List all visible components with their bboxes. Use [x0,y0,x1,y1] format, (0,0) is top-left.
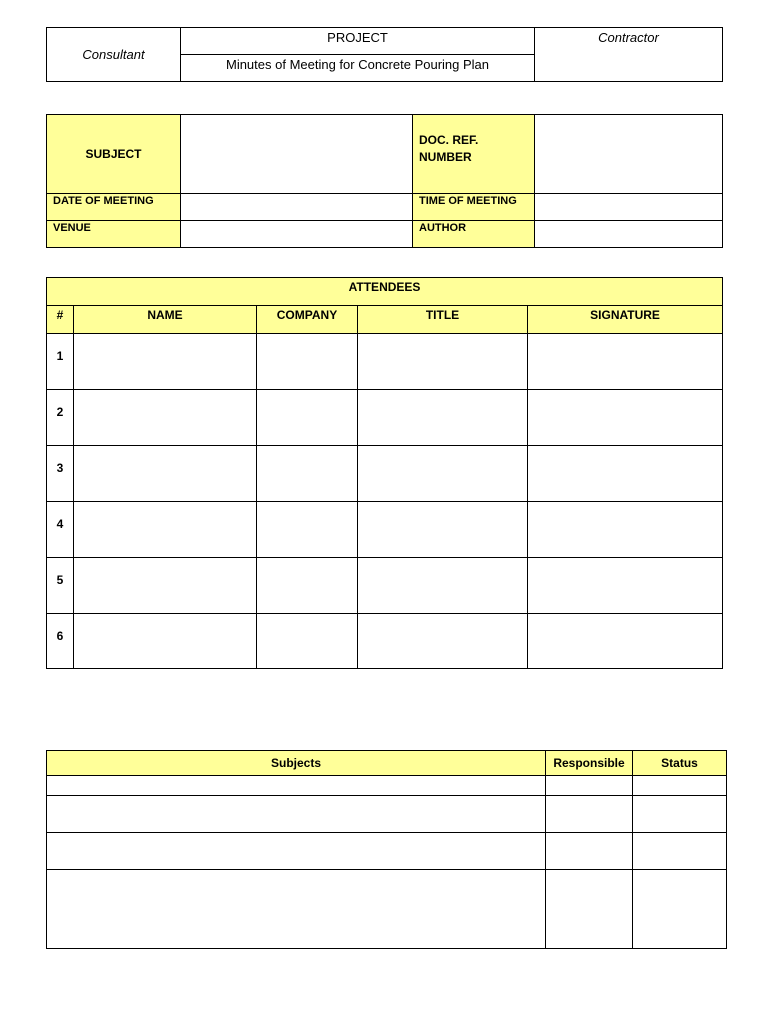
attendee-number: 5 [47,558,74,614]
venue-label: VENUE [53,222,91,234]
attendees-title-cell [47,278,723,306]
doc-ref-label-cell [413,115,535,194]
attendee-number: 4 [47,502,74,558]
attendee-row [47,334,723,390]
attendee-title-field[interactable] [358,334,528,390]
venue-field[interactable] [181,221,413,248]
attendee-signature-field[interactable] [528,446,723,502]
responsible-field[interactable] [546,776,633,796]
subject-row [47,796,727,833]
header-table [46,27,723,82]
project-label-cell [181,28,535,55]
column-header-number: # [47,306,74,334]
subject-label: SUBJECT [85,147,142,161]
column-header-company: COMPANY [257,306,358,334]
column-header-title: TITLE [358,306,528,334]
attendees-table [46,277,723,669]
consultant-cell [47,28,181,82]
time-field[interactable] [535,194,723,221]
attendee-title-field[interactable] [358,558,528,614]
subject-row [47,776,727,796]
responsible-field[interactable] [546,870,633,949]
author-field[interactable] [535,221,723,248]
column-header-signature: SIGNATURE [528,306,723,334]
status-field[interactable] [633,776,727,796]
attendee-signature-field[interactable] [528,390,723,446]
attendee-signature-field[interactable] [528,502,723,558]
contractor-cell [535,28,723,82]
attendee-title-field[interactable] [358,390,528,446]
attendee-signature-field[interactable] [528,614,723,669]
attendees-title: ATTENDEES [348,280,421,294]
attendee-row [47,446,723,502]
attendee-number: 3 [47,446,74,502]
attendee-title-field[interactable] [358,502,528,558]
column-header-responsible: Responsible [546,751,633,776]
status-field[interactable] [633,833,727,870]
subject-field[interactable] [47,776,546,796]
project-title-cell [181,55,535,82]
subject-field[interactable] [47,870,546,949]
doc-ref-field[interactable] [535,115,723,194]
attendee-title-field[interactable] [358,614,528,669]
author-label-cell [413,221,535,248]
column-header-status: Status [633,751,727,776]
subject-field[interactable] [47,833,546,870]
author-label: AUTHOR [419,222,467,234]
status-field[interactable] [633,796,727,833]
attendee-number: 1 [47,334,74,390]
subject-label-cell [47,115,181,194]
attendee-company-field[interactable] [257,334,358,390]
subject-row [47,833,727,870]
project-title: Minutes of Meeting for Concrete Pouring Plan [225,57,490,72]
attendee-name-field[interactable] [74,334,257,390]
attendee-row [47,390,723,446]
attendee-name-field[interactable] [74,390,257,446]
column-header-name: NAME [74,306,257,334]
attendee-signature-field[interactable] [528,334,723,390]
project-label: PROJECT [327,30,388,45]
attendee-row [47,502,723,558]
attendee-company-field[interactable] [257,502,358,558]
attendee-name-field[interactable] [74,614,257,669]
responsible-field[interactable] [546,833,633,870]
attendee-number: 2 [47,390,74,446]
attendee-row [47,558,723,614]
attendee-title-field[interactable] [358,446,528,502]
subject-row [47,870,727,949]
attendee-name-field[interactable] [74,446,257,502]
contractor-label: Contractor [598,30,659,45]
meeting-info-table [46,114,723,248]
doc-ref-label: DOC. REF. NUMBER [419,133,479,164]
attendee-number: 6 [47,614,74,669]
subject-field[interactable] [47,796,546,833]
attendee-company-field[interactable] [257,446,358,502]
date-field[interactable] [181,194,413,221]
date-label: DATE OF MEETING [53,195,154,207]
attendee-row [47,614,723,669]
attendee-name-field[interactable] [74,502,257,558]
date-label-cell [47,194,181,221]
attendee-company-field[interactable] [257,558,358,614]
time-label-cell [413,194,535,221]
attendee-company-field[interactable] [257,390,358,446]
attendee-signature-field[interactable] [528,558,723,614]
venue-label-cell [47,221,181,248]
consultant-label: Consultant [82,47,145,62]
attendee-company-field[interactable] [257,614,358,669]
time-label: TIME OF MEETING [419,195,517,207]
status-field[interactable] [633,870,727,949]
attendee-name-field[interactable] [74,558,257,614]
column-header-subjects: Subjects [47,751,546,776]
responsible-field[interactable] [546,796,633,833]
subjects-table [46,750,727,949]
subject-field[interactable] [181,115,413,194]
